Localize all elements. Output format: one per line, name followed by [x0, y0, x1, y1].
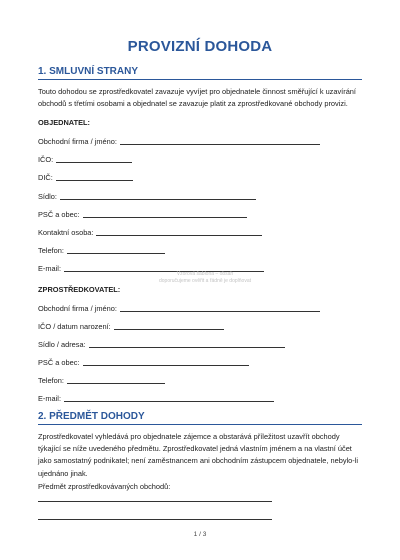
watermark [140, 271, 270, 285]
fill-line[interactable] [120, 303, 320, 312]
watermark-line: doporučujeme ověřit a řádně je doplňovat [158, 278, 251, 284]
section-2-rule [38, 424, 362, 425]
field-label: IČO / datum narození: [38, 322, 111, 331]
field-label: Předmět zprostředkovávaných obchodů: [38, 482, 171, 491]
broker-city-field[interactable] [38, 357, 249, 369]
subject-fill-line-1[interactable] [38, 501, 272, 502]
field-label: Obchodní firma / jméno: [38, 137, 117, 146]
broker-ico-field[interactable] [38, 321, 224, 333]
subject-fill-line-2[interactable] [38, 519, 272, 520]
broker-name-field[interactable] [38, 303, 320, 315]
broker-email-field[interactable] [38, 393, 274, 405]
fill-line[interactable] [67, 245, 165, 254]
client-ico-field[interactable] [38, 154, 132, 166]
broker-address-field[interactable] [38, 339, 285, 351]
client-city-field[interactable] [38, 209, 247, 221]
fill-line[interactable] [64, 393, 274, 402]
fill-line[interactable] [96, 227, 262, 236]
field-label: Obchodní firma / jméno: [38, 304, 117, 313]
field-label: PSČ a obec: [38, 358, 80, 367]
section-1-rule [38, 79, 362, 80]
field-label: PSČ a obec: [38, 210, 80, 219]
client-phone-field[interactable] [38, 245, 165, 257]
fill-line[interactable] [67, 375, 165, 384]
field-label: Sídlo: [38, 192, 57, 201]
field-label: Telefon: [38, 246, 64, 255]
client-contact-field[interactable] [38, 227, 262, 239]
section-2-heading: 2. PŘEDMĚT DOHODY [38, 411, 145, 422]
client-dic-field[interactable] [38, 172, 133, 184]
field-label: IČO: [38, 155, 54, 164]
field-label: E-mail: [38, 394, 61, 403]
broker-heading: ZPROSTŘEDKOVATEL: [38, 285, 121, 294]
fill-line[interactable] [83, 357, 249, 366]
broker-phone-field[interactable] [38, 375, 165, 387]
fill-line[interactable] [56, 154, 132, 163]
field-label: Kontaktní osoba: [38, 228, 94, 237]
fill-line[interactable] [60, 191, 256, 200]
client-address-field[interactable] [38, 191, 256, 203]
fill-line[interactable] [114, 321, 224, 330]
subject-label-field [38, 481, 170, 493]
page-number: 1 / 3 [193, 531, 207, 538]
client-heading: OBJEDNATEL: [38, 118, 91, 127]
intro-paragraph: Touto dohodou se zprostředkovatel zavazuje vyvíjet pro objednatele činnost směřující k uzavírání obchodů s třetími osobami a objednatel se zavazuje platit za zprostředkované obchody provizi. [38, 87, 356, 109]
field-label: E-mail: [38, 264, 61, 273]
fill-line[interactable] [56, 172, 133, 181]
fill-line[interactable] [120, 136, 320, 145]
field-label: Sídlo / adresa: [38, 340, 86, 349]
subject-paragraph: Zprostředkovatel vyhledává pro objednatele zájemce a obstarává příležitost uzavřít obchody týkající se níže uvedeného předmětu. Zprostředkovatel jedná vlastním jménem a na vlastní účet jako samostatný podnikatel; není zaměstnancem ani obchodním zástupcem objednatele, nebylo-li ujednáno jinak. [38, 432, 359, 478]
document-title: PROVIZNÍ DOHODA [127, 38, 273, 55]
field-label: DIČ: [38, 173, 53, 182]
fill-line[interactable] [89, 339, 285, 348]
watermark-line: Vzorová šablona – obsah [176, 271, 234, 277]
field-label: Telefon: [38, 376, 64, 385]
section-1-heading: 1. SMLUVNÍ STRANY [38, 66, 139, 77]
client-name-field[interactable] [38, 136, 320, 148]
fill-line[interactable] [83, 209, 247, 218]
